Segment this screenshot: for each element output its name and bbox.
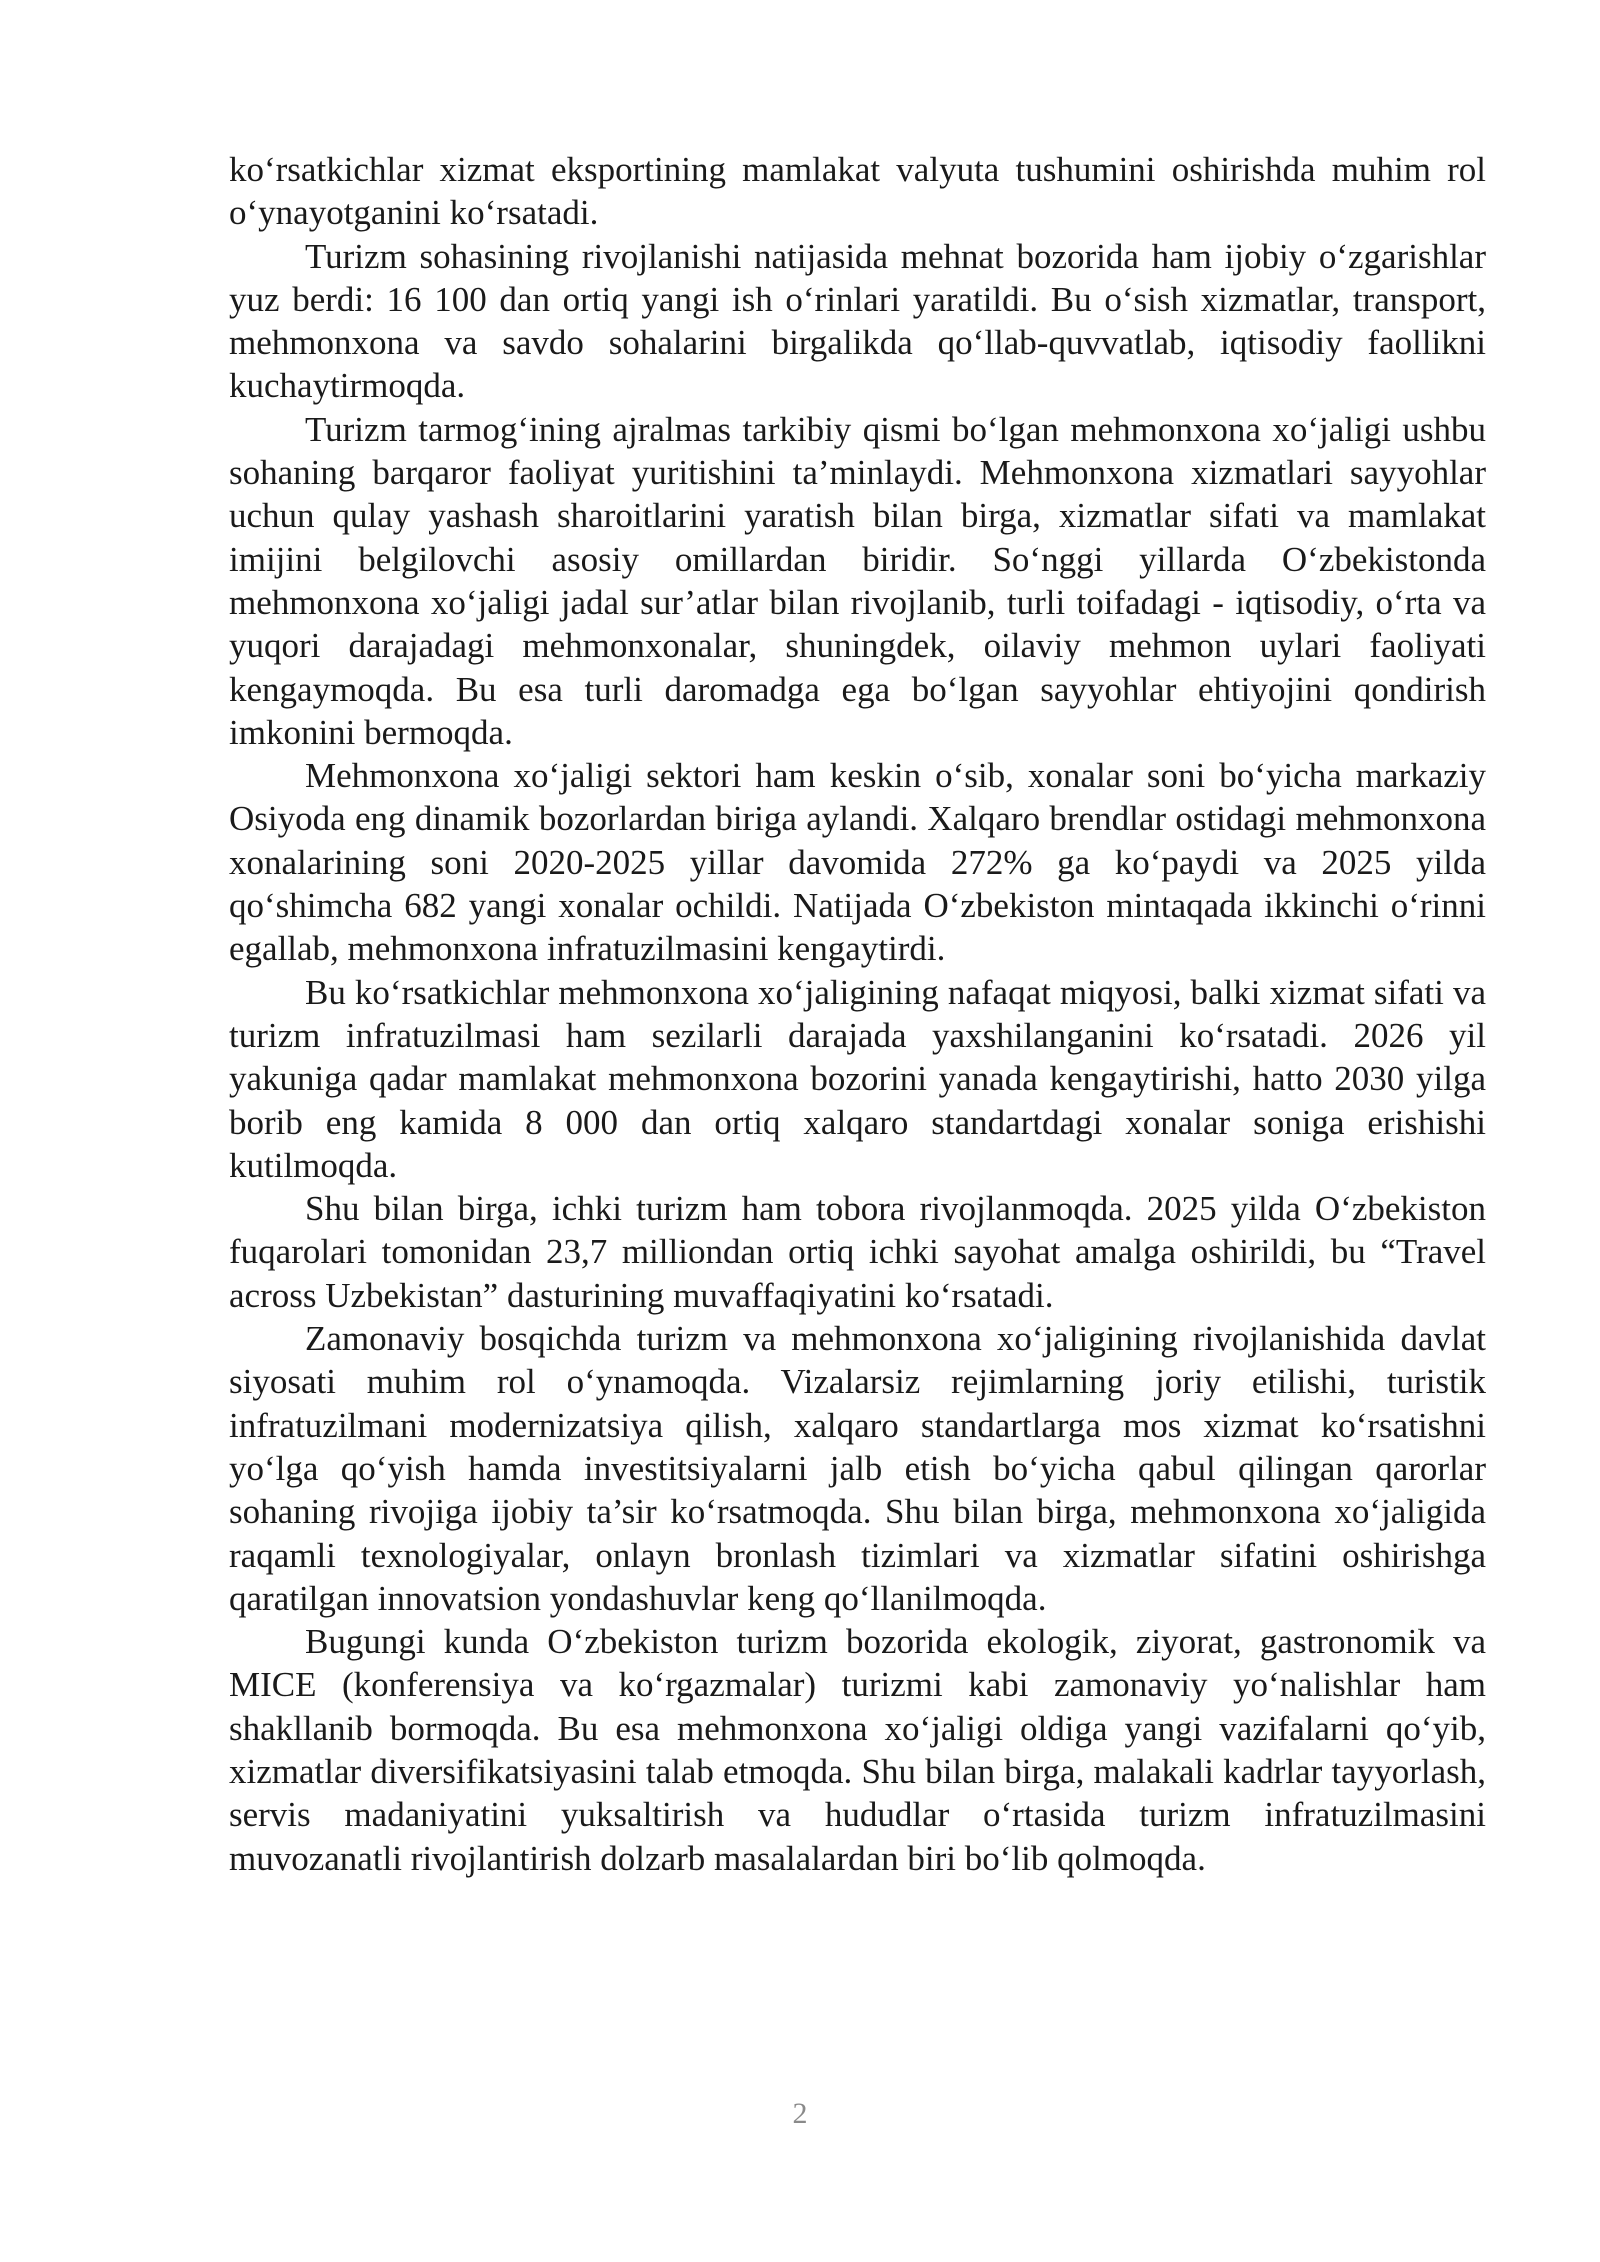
paragraph-3: Turizm tarmog‘ining ajralmas tarkibiy qismi bo‘lgan mehmonxona xo‘jaligi ushbu sohaning barqaror faoliyat yuritishini ta’minlaydi. Mehmonxona xizmatlari sayyohlar uchun qulay yashash sharoitlarini yaratish bilan birga, xizmatlar sifati va mamlakat imijini belgilovchi asosiy omillardan biridir. So‘nggi yillarda O‘zbekistonda mehmonxona xo‘jaligi jadal sur’atlar bilan rivojlanib, turli toifadagi - iqtisodiy, o‘rta va yuqori darajadagi mehmonxonalar, shuningdek, oilaviy mehmon uylari faoliyati kengaymoqda. Bu esa turli daromadga ega bo‘lgan sayyohlar ehtiyojini qondirish imkonini bermoqda. xyxy=(229,409,1486,752)
paragraph-4: Mehmonxona xo‘jaligi sektori ham keskin o‘sib, xonalar soni bo‘yicha markaziy Osiyoda eng dinamik bozorlardan biriga aylandi. Xalqaro brendlar ostidagi mehmonxona xonalarining soni 2020-2025 yillar davomida 272% ga ko‘paydi va 2025 yilda qo‘shimcha 682 yangi xonalar ochildi. Natijada O‘zbekiston mintaqada ikkinchi o‘rinni egallab, mehmonxona infratuzilmasini kengaytirdi. xyxy=(229,756,1486,969)
paragraph-5: Bu ko‘rsatkichlar mehmonxona xo‘jaligining nafaqat miqyosi, balki xizmat sifati va turizm infratuzilmasi ham sezilarli darajada yaxshilanganini ko‘rsatadi. 2026 yil yakuniga qadar mamlakat mehmonxona bozorini yanada kengaytirishi, hatto 2030 yilga borib eng kamida 8 000 dan ortiq xalqaro standartdagi xonalar soniga erishishi kutilmoqda. xyxy=(229,972,1486,1185)
paragraph-8: Bugungi kunda O‘zbekiston turizm bozorida ekologik, ziyorat, gastronomik va MICE (konferensiya va ko‘rgazmalar) turizmi kabi zamonaviy yo‘nalishlar ham shakllanib bormoqda. Bu esa mehmonxona xo‘jaligi oldiga yangi vazifalarni qo‘yib, xizmatlar diversifikatsiyasini talab etmoqda. Shu bilan birga, malakali kadrlar tayyorlash, servis madaniyatini yuksaltirish va hududlar o‘rtasida turizm infratuzilmasini muvozanatli rivojlantirish dolzarb masalalardan biri bo‘lib qolmoqda. xyxy=(229,1622,1486,1878)
document-body xyxy=(229,148,1486,1880)
paragraph-2: Turizm sohasining rivojlanishi natijasida mehnat bozorida ham ijobiy o‘zgarishlar yuz berdi: 16 100 dan ortiq yangi ish o‘rinlari yaratildi. Bu o‘sish xizmatlar, transport, mehmonxona va savdo sohalarini birgalikda qo‘llab-quvvatlab, iqtisodiy faollikni kuchaytirmoqda. xyxy=(229,236,1486,406)
page-number: 2 xyxy=(792,2097,808,2130)
paragraph-1: ko‘rsatkichlar xizmat eksportining mamlakat valyuta tushumini oshirishda muhim rol o‘ynayotganini ko‘rsatadi. xyxy=(229,150,1486,233)
paragraph-6: Shu bilan birga, ichki turizm ham tobora rivojlanmoqda. 2025 yilda O‘zbekiston fuqarolari tomonidan 23,7 milliondan ortiq ichki sayohat amalga oshirildi, bu “Travel across Uzbekistan” dasturining muvaffaqiyatini ko‘rsatadi. xyxy=(229,1189,1486,1315)
paragraph-7: Zamonaviy bosqichda turizm va mehmonxona xo‘jaligining rivojlanishida davlat siyosati muhim rol o‘ynamoqda. Vizalarsiz rejimlarning joriy etilishi, turistik infratuzilmani modernizatsiya qilish, xalqaro standartlarga mos xizmat ko‘rsatishni yo‘lga qo‘yish hamda investitsiyalarni jalb etish bo‘yicha qabul qilingan qarorlar sohaning rivojiga ijobiy ta’sir ko‘rsatmoqda. Shu bilan birga, mehmonxona xo‘jaligida raqamli texnologiyalar, onlayn bronlash tizimlari va xizmatlar sifatini oshirishga qaratilgan innovatsion yondashuvlar keng qo‘llanilmoqda. xyxy=(229,1319,1486,1618)
